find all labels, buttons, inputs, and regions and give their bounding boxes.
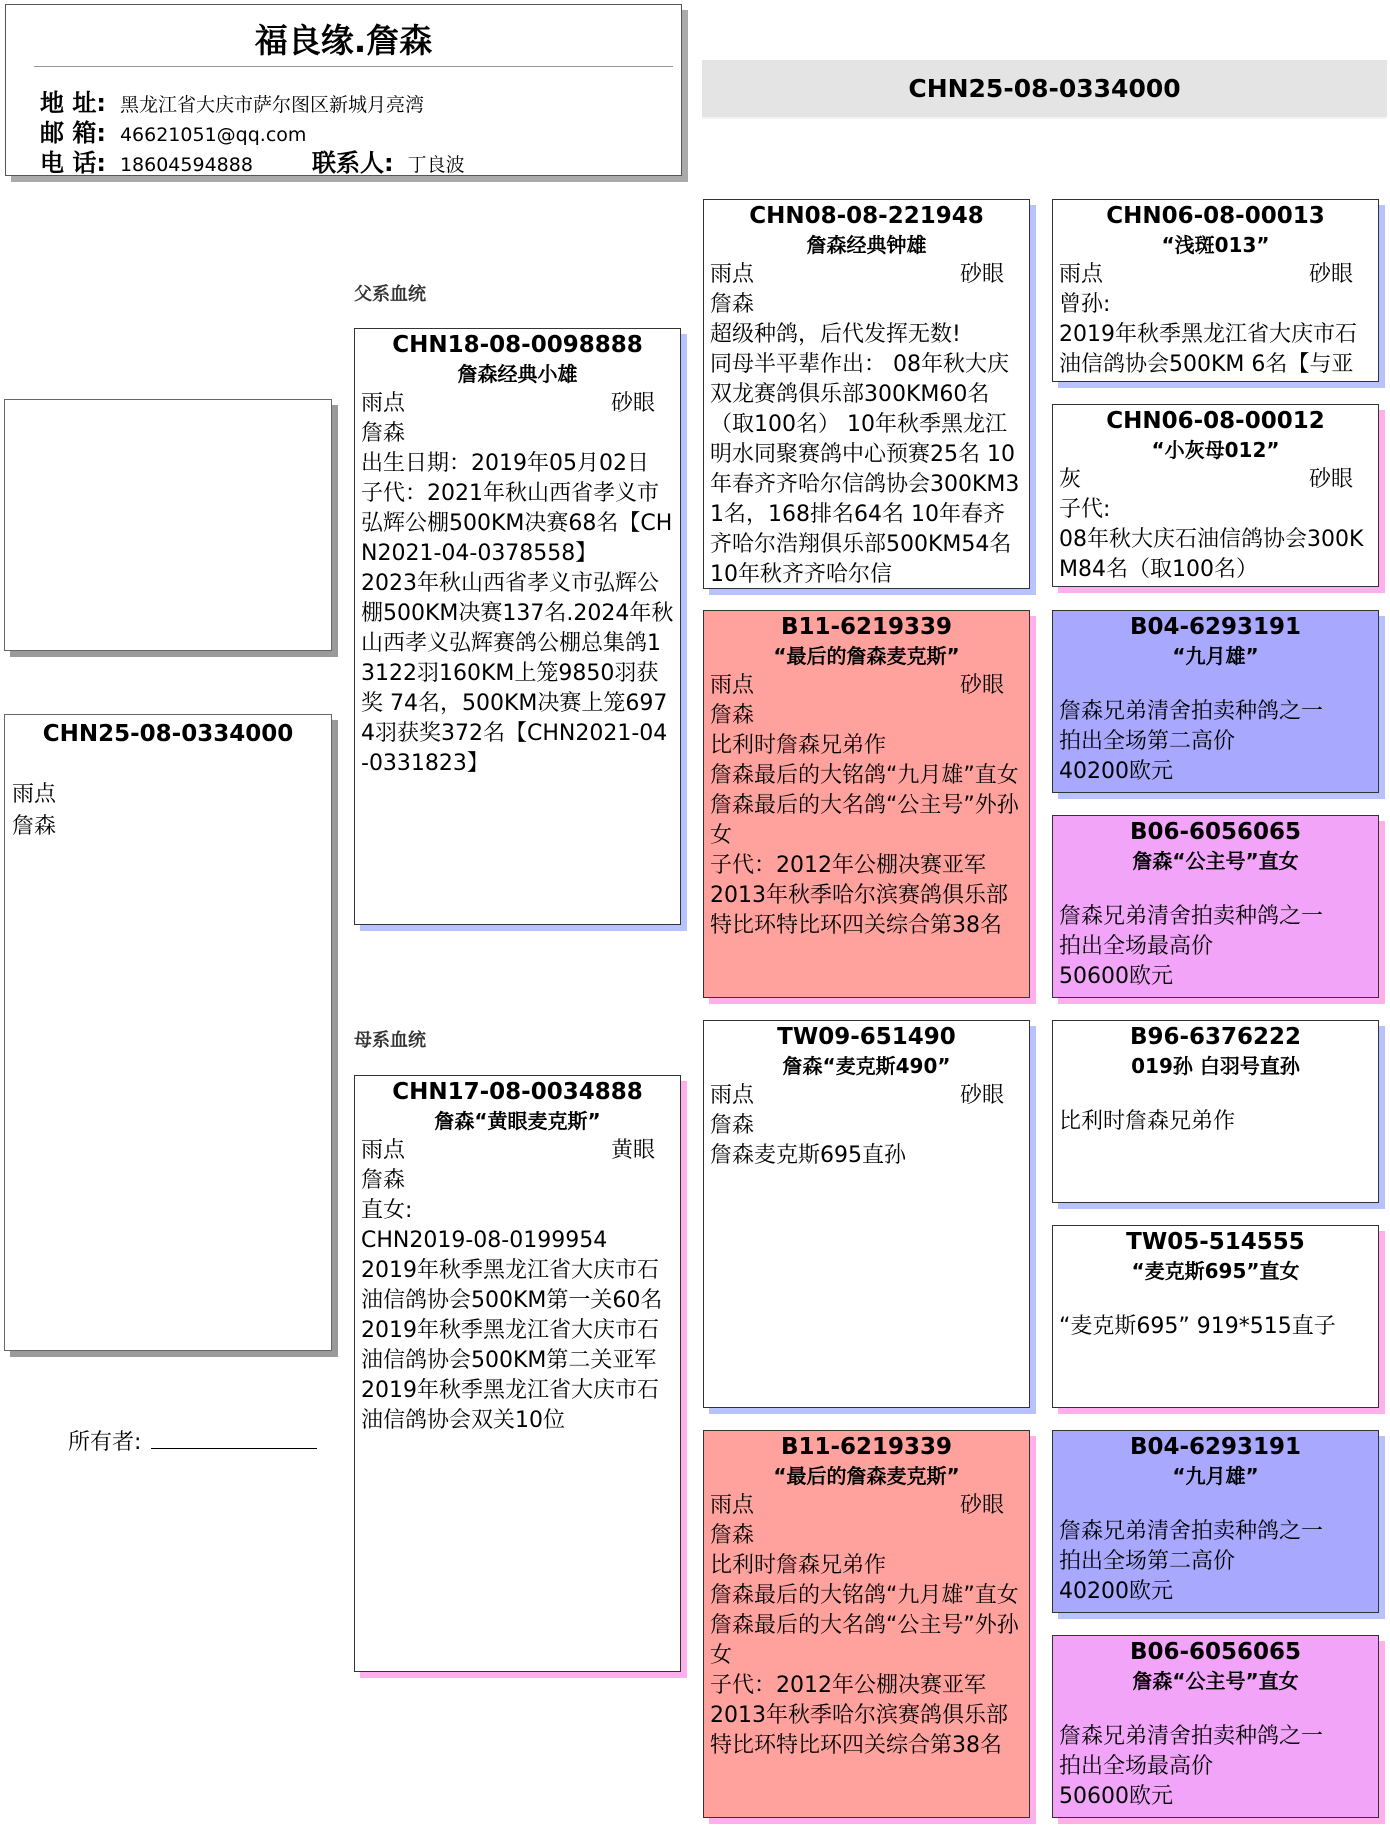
ggp1-name: “浅斑013” [1161, 233, 1270, 257]
ggp6-spacer [1053, 1286, 1378, 1312]
contact-value: 丁良波 [407, 154, 465, 176]
ggp2-desc: 子代: 08年秋大庆石油信鸽协会300KM84名（取100名） [1059, 497, 1364, 582]
dam-sire-name: 詹森“麦克斯490” [782, 1054, 951, 1078]
sire-color: 雨点 [361, 391, 406, 416]
owner-blank-line [151, 1428, 317, 1449]
subject-ring: CHN25-08-0334000 [42, 721, 294, 747]
ggp6-ring: TW05-514555 [1126, 1229, 1305, 1255]
ggp6-card [1052, 1225, 1379, 1408]
ggp2-card [1052, 404, 1379, 587]
sire-sire-ring: CHN08-08-221948 [749, 203, 984, 229]
dam-sire-desc: 詹森麦克斯695直孙 [710, 1143, 906, 1168]
sire-card [354, 328, 681, 925]
sire-sire-strain: 詹森 [710, 292, 755, 317]
ggp8-name: 詹森“公主号”直女 [1132, 1669, 1299, 1693]
dam-dam-strain: 詹森 [710, 1523, 755, 1548]
ggp7-ring: B04-6293191 [1129, 1434, 1302, 1460]
ggp4-card [1052, 815, 1379, 998]
sire-sire-card [703, 199, 1030, 589]
dam-dam-meta [704, 1491, 1029, 1521]
ggp7-spacer [1053, 1491, 1378, 1517]
dam-dam-name: “最后的詹森麦克斯” [773, 1464, 960, 1488]
phone-row [40, 143, 253, 178]
sire-dam-name: “最后的詹森麦克斯” [773, 644, 960, 668]
ggp1-ring: CHN06-08-00013 [1106, 203, 1325, 229]
ggp5-ring: B96-6376222 [1129, 1024, 1302, 1050]
dam-desc: 直女: CHN2019-08-0199954 2019年秋季黑龙江省大庆市石油信鸽协会500KM第一关60名 2019年秋季黑龙江省大庆市石油信鸽协会500KM第二关亚军 2019年秋季黑龙江省大庆市石油信鸽协会双关10位 [361, 1198, 663, 1433]
ggp1-desc: 曾孙: 2019年秋季黑龙江省大庆市石油信鸽协会500KM 6名【与亚 [1059, 292, 1357, 377]
dam-section-title: 母系血统 [354, 1030, 426, 1051]
dam-sire-strain: 詹森 [710, 1113, 755, 1138]
sire-section-title: 父系血统 [354, 284, 426, 305]
dam-eye: 黄眼 [610, 1138, 655, 1163]
sire-meta [355, 389, 680, 419]
ggp8-card [1052, 1635, 1379, 1818]
phone-label: 电 话: [40, 149, 106, 177]
sire-dam-strain: 詹森 [710, 703, 755, 728]
dam-dam-ring: B11-6219339 [780, 1434, 953, 1460]
dam-sire-eye: 砂眼 [959, 1083, 1004, 1108]
dam-dam-card [703, 1430, 1030, 1818]
ggp7-card [1052, 1430, 1379, 1613]
ggp2-color: 灰 [1059, 467, 1082, 492]
email-value: 46621051@qq.com [119, 124, 307, 146]
ggp2-ring: CHN06-08-00012 [1106, 408, 1325, 434]
contact-label: 联系人: [312, 149, 394, 177]
sire-eye: 砂眼 [610, 391, 655, 416]
loft-title: 福良缘.詹森 [254, 21, 433, 60]
ggp5-spacer [1053, 1081, 1378, 1107]
ggp5-desc: 比利时詹森兄弟作 [1059, 1109, 1236, 1134]
sire-sire-name: 詹森经典钟雄 [806, 233, 927, 257]
header-divider [34, 66, 673, 67]
ggp2-name: “小灰母012” [1151, 438, 1280, 462]
sire-sire-eye: 砂眼 [959, 262, 1004, 287]
sire-dam-ring: B11-6219339 [780, 614, 953, 640]
contact-row [312, 143, 465, 178]
sire-ring: CHN18-08-0098888 [392, 332, 643, 358]
dam-dam-color: 雨点 [710, 1493, 755, 1518]
ggp7-desc: 詹森兄弟清舍拍卖种鸽之一 拍出全场第二高价 40200欧元 [1059, 1519, 1324, 1604]
ggp6-desc: “麦克斯695” 919*515直子 [1059, 1314, 1336, 1339]
loft-header [5, 4, 682, 176]
dam-dam-desc: 比利时詹森兄弟作 詹森最后的大铭鸽“九月雄”直女 詹森最后的大名鸽“公主号”外孙女 子代：2012年公棚决赛亚军 2013年秋季哈尔滨赛鸽俱乐部特比环特比环四关综合第38名 [710, 1553, 1019, 1758]
dam-sire-meta [704, 1081, 1029, 1111]
ggp1-color: 雨点 [1059, 262, 1104, 287]
owner-label: 所有者: [68, 1430, 142, 1455]
sire-strain: 詹森 [361, 421, 406, 446]
ggp2-meta [1053, 465, 1378, 495]
ggp2-eye: 砂眼 [1308, 467, 1353, 492]
sire-dam-color: 雨点 [710, 673, 755, 698]
sire-sire-meta [704, 260, 1029, 290]
sire-dam-eye: 砂眼 [959, 673, 1004, 698]
ggp5-card [1052, 1020, 1379, 1203]
sire-sire-color: 雨点 [710, 262, 755, 287]
ggp7-name: “九月雄” [1172, 1464, 1259, 1488]
dam-strain: 詹森 [361, 1168, 406, 1193]
ggp3-card [1052, 610, 1379, 793]
ggp4-name: 詹森“公主号”直女 [1132, 849, 1299, 873]
ggp3-spacer [1053, 671, 1378, 697]
dam-sire-ring: TW09-651490 [777, 1024, 956, 1050]
ggp3-ring: B04-6293191 [1129, 614, 1302, 640]
owner-field [68, 1425, 317, 1456]
dam-meta [355, 1136, 680, 1166]
dam-dam-eye: 砂眼 [959, 1493, 1004, 1518]
ggp4-spacer [1053, 876, 1378, 902]
ggp8-ring: B06-6056065 [1129, 1639, 1302, 1665]
sire-dam-desc: 比利时詹森兄弟作 詹森最后的大铭鸽“九月雄”直女 詹森最后的大名鸽“公主号”外孙女 子代：2012年公棚决赛亚军 2013年秋季哈尔滨赛鸽俱乐部特比环特比环四关综合第38名 [710, 733, 1019, 938]
dam-ring: CHN17-08-0034888 [392, 1079, 643, 1105]
dam-sire-color: 雨点 [710, 1083, 755, 1108]
subject-strain: 詹森 [12, 814, 57, 839]
ggp4-desc: 詹森兄弟清舍拍卖种鸽之一 拍出全场最高价 50600欧元 [1059, 904, 1324, 989]
dam-sire-card [703, 1020, 1030, 1408]
sire-sire-desc: 超级种鸽，后代发挥无数! 同母半平辈作出： 08年秋大庆双龙赛鸽俱乐部300KM60名（取100名） 10年秋季黑龙江明水同聚赛鸽中心预赛25名 10年春齐齐哈尔信鸽协会300KM31名，168排名64名 10年春齐齐哈尔浩翔俱乐部500KM54名 10年秋齐齐哈尔信 [710, 322, 1020, 587]
subject-ring-bar: CHN25-08-0334000 [702, 60, 1387, 117]
ggp4-ring: B06-6056065 [1129, 819, 1302, 845]
ggp8-desc: 詹森兄弟清舍拍卖种鸽之一 拍出全场最高价 50600欧元 [1059, 1724, 1324, 1809]
subject-card [4, 714, 332, 1351]
ggp8-spacer [1053, 1696, 1378, 1722]
ggp5-name: 019孙 白羽号直孙 [1131, 1054, 1300, 1078]
dam-color: 雨点 [361, 1138, 406, 1163]
sire-dam-card [703, 610, 1030, 998]
ggp3-desc: 詹森兄弟清舍拍卖种鸽之一 拍出全场第二高价 40200欧元 [1059, 699, 1324, 784]
sire-desc: 出生日期：2019年05月02日 子代：2021年秋山西省孝义市弘辉公棚500KM决赛68名【CHN2021-04-0378558】 2023年秋山西省孝义市弘辉公棚500KM决赛137名.2024年秋山西孝义弘辉赛鸽公棚总集鸽13122羽160KM上笼9850羽获奖 74名，500KM决赛上笼6974羽获奖372名【CHN2021-04-0331823】 [361, 451, 674, 776]
phone-value: 18604594888 [119, 154, 253, 176]
sire-dam-meta [704, 671, 1029, 701]
address-value: 黑龙江省大庆市萨尔图区新城月亮湾 [119, 94, 424, 116]
ggp1-card [1052, 199, 1379, 382]
subject-color: 雨点 [12, 782, 57, 807]
ggp1-eye: 砂眼 [1308, 262, 1353, 287]
address-label: 地 址: [40, 89, 106, 117]
email-label: 邮 箱: [40, 119, 106, 147]
ggp1-meta [1053, 260, 1378, 290]
sire-name: 詹森经典小雄 [457, 362, 578, 386]
photo-placeholder [4, 399, 332, 651]
dam-card [354, 1075, 681, 1672]
ggp3-name: “九月雄” [1172, 644, 1259, 668]
ggp6-name: “麦克斯695”直女 [1131, 1259, 1300, 1283]
dam-name: 詹森“黄眼麦克斯” [434, 1109, 601, 1133]
